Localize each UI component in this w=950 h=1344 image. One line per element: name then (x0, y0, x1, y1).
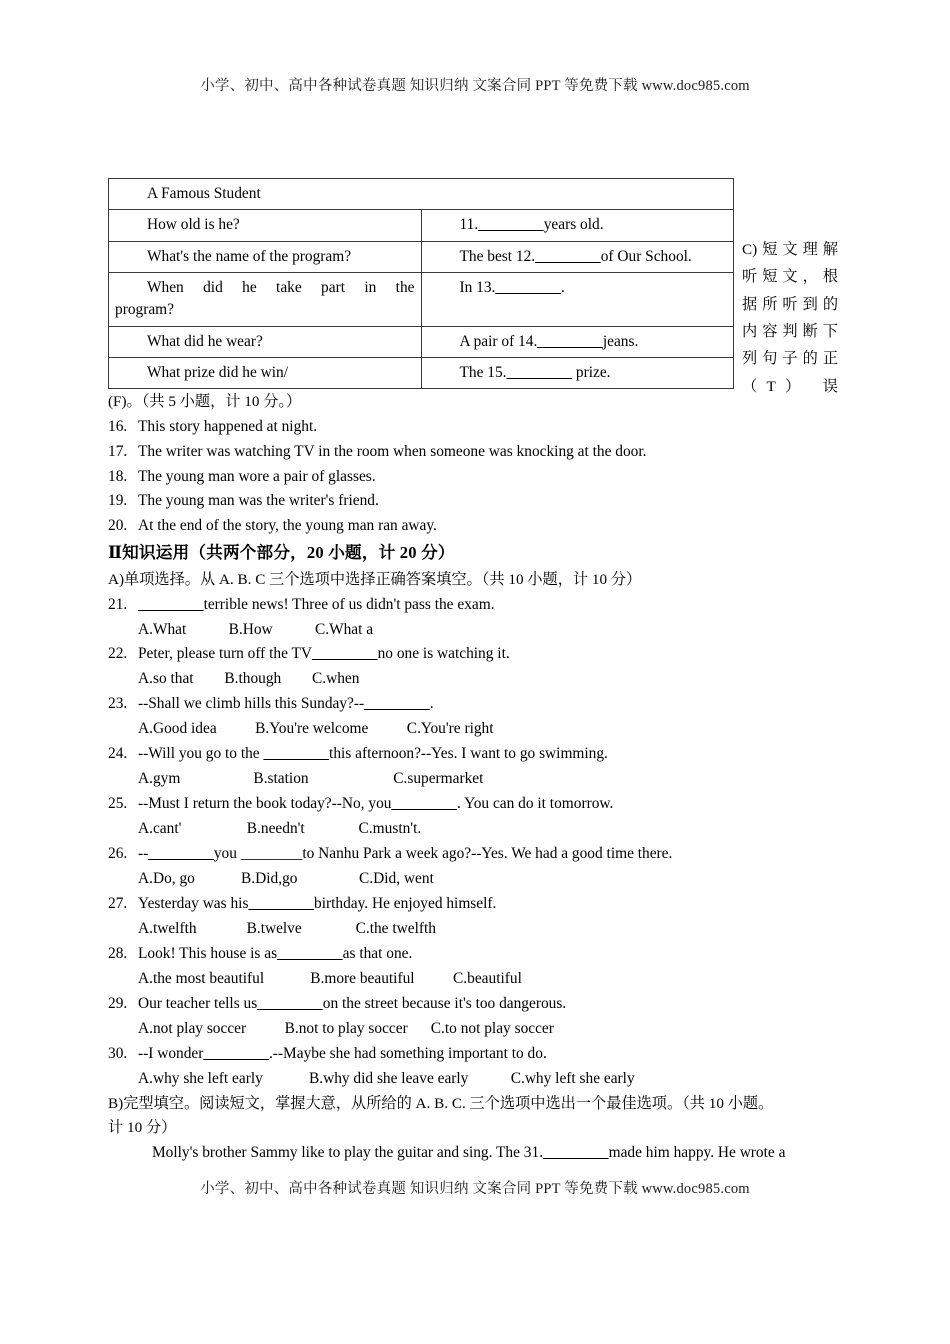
question-25-options: A.cant' B.needn't C.mustn't. (138, 820, 422, 838)
answer-cell-13 (421, 272, 734, 326)
question-26 (108, 842, 850, 867)
answer-prefix: The best 12. (459, 247, 536, 265)
question-26-options: A.Do, go B.Did,go C.Did, went (138, 870, 434, 888)
table-row (109, 241, 734, 272)
table-row (109, 272, 734, 326)
question-24-options: A.gym B.station C.supermarket (138, 770, 484, 788)
sidenote-line-4: 内容判断下 (742, 323, 838, 341)
stem-post: . (429, 695, 434, 713)
answer-prefix: A pair of 14. (459, 332, 538, 350)
stem-pre: Yesterday was his (138, 894, 249, 912)
question-number: 28. (108, 944, 128, 962)
stem-pre: --Shall we climb hills this Sunday?-- (138, 695, 365, 713)
listening-item-18 (108, 465, 850, 490)
answer-blank: ________ (138, 595, 204, 613)
answer-cell-15 (421, 357, 734, 388)
question-number: 26. (108, 845, 128, 863)
answer-blank: ________ (277, 944, 343, 962)
answer-blank: ________ (537, 332, 603, 350)
sidenote-line-6: （T） 误 (742, 377, 838, 395)
question-stem (138, 942, 850, 967)
question-text: What prize did he win/ (147, 363, 289, 381)
answer-blank: ________ (391, 795, 458, 813)
item-number: 20. (108, 517, 128, 535)
answer-suffix: years old. (543, 216, 604, 234)
passage-pre: Molly's brother Sammy like to play the guitar and sing. The 31. (152, 1143, 544, 1161)
question-stem (138, 642, 850, 667)
cloze-passage-line (108, 1141, 850, 1166)
question-number: 29. (108, 994, 128, 1012)
question-number: 23. (108, 695, 128, 713)
stem-pre: Look! This house is as (138, 944, 278, 962)
answer-prefix: 11. (459, 216, 479, 234)
part-b-instruction-line2: 计 10 分） (108, 1119, 177, 1137)
listening-item-20 (108, 514, 850, 539)
stem-post: birthday. He enjoyed himself. (314, 894, 497, 912)
answer-prefix: In 13. (459, 278, 496, 296)
item-text: The writer was watching TV in the room when someone was knocking at the door. (138, 442, 647, 460)
stem-post: you ________to Nanhu Park a week ago?--Yes. We had a good time there. (213, 845, 673, 863)
question-27 (108, 892, 850, 917)
stem-pre: --Must I return the book today?--No, you (138, 795, 392, 813)
famous-student-table (108, 178, 734, 389)
answer-suffix: of Our School. (600, 247, 692, 265)
part-b-instruction-line1: B)完型填空。阅读短文，掌握大意，从所给的 A. B. C. 三个选项中选出一个最佳选项。（共 10 小题。 (108, 1094, 774, 1112)
question-30 (108, 1042, 850, 1067)
answer-blank: ________ (203, 1044, 269, 1062)
stem-pre: --I wonder (138, 1044, 204, 1062)
question-stem (138, 742, 850, 767)
question-stem (138, 992, 850, 1017)
sidenote-line-5: 列句子的正 (742, 350, 838, 368)
question-number: 21. (108, 595, 128, 613)
question-cell-12 (109, 241, 422, 272)
watermark-header: 小学、初中、高中各种试卷真题 知识归纳 文案合同 PPT 等免费下载 www.doc985.com (200, 78, 750, 94)
sidenote-line-2: 听短文，根 (742, 268, 838, 286)
answer-cell-11 (421, 210, 734, 241)
question-stem (138, 892, 850, 917)
question-28-options: A.the most beautiful B.more beautiful C.beautiful (138, 969, 522, 987)
watermark-footer: 小学、初中、高中各种试卷真题 知识归纳 文案合同 PPT 等免费下载 www.doc985.com (200, 1181, 750, 1197)
question-29-options: A.not play soccer B.not to play soccer C.to not play soccer (138, 1019, 554, 1037)
answer-line-14 (428, 331, 728, 353)
question-stem (138, 692, 850, 717)
question-number: 27. (108, 894, 128, 912)
sidenote-line-1: C)短文理解 (742, 241, 838, 258)
question-number: 30. (108, 1044, 128, 1062)
question-number: 25. (108, 795, 128, 813)
question-number: 24. (108, 745, 128, 763)
table-row (109, 357, 734, 388)
stem-pre: Our teacher tells us (138, 994, 258, 1012)
question-stem (138, 842, 850, 867)
answer-line-12 (428, 246, 728, 268)
answer-blank: ________ (148, 845, 214, 863)
stem-post: .--Maybe she had something important to do. (268, 1044, 547, 1062)
listening-item-19 (108, 489, 850, 514)
question-cell-13 (109, 272, 422, 326)
question-25 (108, 792, 850, 817)
question-cell-15 (109, 357, 422, 388)
answer-cell-14 (421, 326, 734, 357)
question-23 (108, 692, 850, 717)
question-number: 22. (108, 645, 128, 663)
table-row (109, 326, 734, 357)
question-cell-14 (109, 326, 422, 357)
answer-line-15 (428, 362, 728, 384)
answer-suffix: prize. (572, 363, 611, 381)
listening-item-16 (108, 415, 850, 440)
answer-suffix: jeans. (602, 332, 639, 350)
answer-line-13 (428, 277, 728, 299)
answer-line-11 (428, 214, 728, 236)
answer-blank: ________ (495, 278, 561, 296)
question-21-options: A.What B.How C.What a (138, 620, 374, 638)
listening-part-c-sidenote (742, 236, 838, 400)
answer-blank: ________ (364, 695, 430, 713)
answer-cell-12 (421, 241, 734, 272)
stem-post: no one is watching it. (377, 645, 510, 663)
question-27-options: A.twelfth B.twelve C.the twelfth (138, 919, 436, 937)
question-28 (108, 942, 850, 967)
question-23-options: A.Good idea B.You're welcome C.You're right (138, 720, 494, 738)
question-30-options: A.why she left early B.why did she leave early C.why left she early (138, 1069, 635, 1087)
answer-blank: ________ (257, 994, 323, 1012)
table-row-title (109, 179, 734, 210)
question-29 (108, 992, 850, 1017)
question-24 (108, 742, 850, 767)
item-number: 16. (108, 417, 128, 435)
question-text-line2: program? (115, 301, 174, 319)
answer-blank-31: ________ (543, 1143, 609, 1161)
question-22 (108, 642, 850, 667)
passage-post: made him happy. He wrote a (608, 1143, 786, 1161)
item-text: At the end of the story, the young man ran away. (138, 517, 437, 535)
stem-post: on the street because it's too dangerous. (322, 994, 567, 1012)
item-number: 19. (108, 492, 128, 510)
listening-instruction: (F)。（共 5 小题，计 10 分。） (108, 393, 302, 410)
table-title: A Famous Student (147, 185, 261, 202)
stem-post: terrible news! Three of us didn't pass the exam. (203, 595, 495, 613)
stem-pre: Peter, please turn off the TV (138, 645, 313, 663)
stem-pre: -- (138, 845, 149, 863)
question-text: What's the name of the program? (147, 247, 352, 265)
listening-item-17 (108, 440, 850, 465)
question-stem (138, 593, 850, 618)
item-number: 18. (108, 467, 128, 485)
answer-blank: ________ (478, 216, 544, 234)
question-stem (138, 792, 850, 817)
answer-blank: ________ (263, 745, 330, 763)
item-text: This story happened at night. (138, 417, 318, 435)
table-row (109, 210, 734, 241)
sidenote-line-3: 据所听到的 (742, 295, 838, 313)
section-2-heading: Ⅱ知识运用（共两个部分，20 小题，计 20 分） (108, 543, 455, 563)
answer-suffix: . (560, 278, 565, 296)
answer-blank: ________ (312, 645, 378, 663)
answer-blank: ________ (248, 894, 315, 912)
stem-post: . You can do it tomorrow. (457, 795, 614, 813)
famous-student-table-wrapper (108, 178, 734, 389)
stem-pre: --Will you go to the (138, 745, 264, 763)
item-text: The young man was the writer's friend. (138, 492, 379, 510)
item-text: The young man wore a pair of glasses. (138, 467, 376, 485)
question-22-options: A.so that B.though C.when (138, 670, 360, 688)
part-a-instruction: A)单项选择。从 A. B. C 三个选项中选择正确答案填空。（共 10 小题，计 10 分） (108, 570, 642, 588)
question-21 (108, 593, 850, 618)
question-text: How old is he? (147, 216, 240, 234)
stem-post: as that one. (342, 944, 413, 962)
answer-prefix: The 15. (459, 363, 507, 381)
stem-post: this afternoon?--Yes. I want to go swimming. (329, 745, 608, 763)
question-text-line1: When did he take part in the (147, 278, 415, 296)
answer-blank: ________ (506, 363, 573, 381)
document-body (108, 390, 850, 1166)
answer-blank: ________ (535, 247, 601, 265)
table-title-cell (109, 179, 734, 210)
item-number: 17. (108, 442, 128, 460)
question-stem (138, 1042, 850, 1067)
question-cell-11 (109, 210, 422, 241)
question-text: What did he wear? (147, 332, 263, 350)
